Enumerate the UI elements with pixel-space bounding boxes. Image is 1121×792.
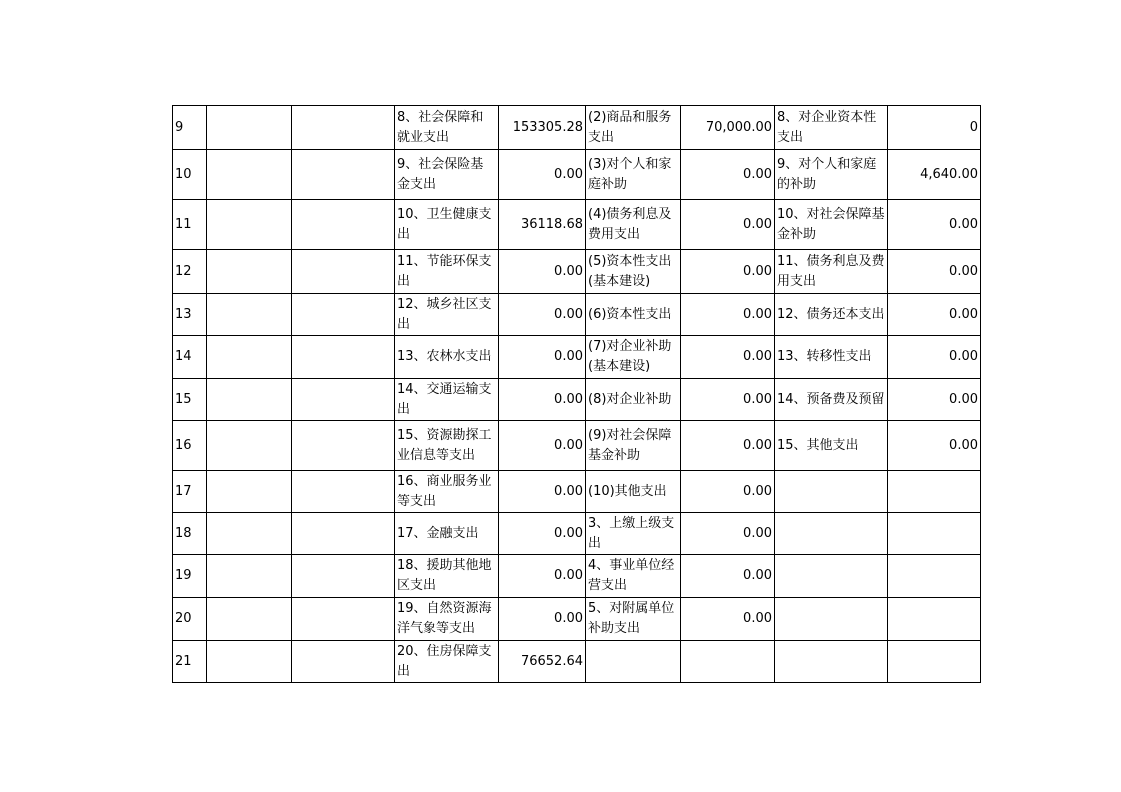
table-row: [173, 555, 981, 598]
row-number: 9: [173, 106, 207, 150]
table-row: [173, 150, 981, 200]
row-number: 18: [173, 513, 207, 555]
category-value: 36118.68: [499, 200, 586, 250]
economic-class-label: (9)对社会保障基金补助: [586, 421, 681, 471]
government-class-value: 0.00: [888, 250, 981, 294]
table-row: [173, 200, 981, 250]
government-class-label: [775, 513, 888, 555]
government-class-value: 4,640.00: [888, 150, 981, 200]
category-value: 76652.64: [499, 641, 586, 683]
category-label: 19、自然资源海洋气象等支出: [395, 598, 499, 641]
category-label: 13、农林水支出: [395, 336, 499, 379]
cell-a: [207, 150, 292, 200]
cell-b: [292, 421, 395, 471]
economic-class-label: (7)对企业补助(基本建设): [586, 336, 681, 379]
row-number: 14: [173, 336, 207, 379]
cell-a: [207, 513, 292, 555]
row-number: 21: [173, 641, 207, 683]
table-row: [173, 421, 981, 471]
government-class-value: 0.00: [888, 336, 981, 379]
table-row: [173, 294, 981, 336]
government-class-value: 0: [888, 106, 981, 150]
row-number: 16: [173, 421, 207, 471]
economic-class-value: 0.00: [681, 555, 775, 598]
cell-a: [207, 294, 292, 336]
cell-b: [292, 598, 395, 641]
category-label: 18、援助其他地区支出: [395, 555, 499, 598]
economic-class-value: 0.00: [681, 379, 775, 421]
row-number: 10: [173, 150, 207, 200]
category-value: 0.00: [499, 379, 586, 421]
cell-b: [292, 250, 395, 294]
government-class-label: 10、对社会保障基金补助: [775, 200, 888, 250]
row-number: 12: [173, 250, 207, 294]
cell-a: [207, 641, 292, 683]
row-number: 13: [173, 294, 207, 336]
cell-a: [207, 421, 292, 471]
budget-table: [172, 105, 981, 683]
table-row: [173, 513, 981, 555]
government-class-value: [888, 641, 981, 683]
category-value: 0.00: [499, 336, 586, 379]
economic-class-value: 0.00: [681, 250, 775, 294]
economic-class-label: 3、上缴上级支出: [586, 513, 681, 555]
economic-class-value: 0.00: [681, 513, 775, 555]
category-value: 0.00: [499, 555, 586, 598]
government-class-value: [888, 471, 981, 513]
economic-class-value: 0.00: [681, 294, 775, 336]
row-number: 17: [173, 471, 207, 513]
economic-class-label: (3)对个人和家庭补助: [586, 150, 681, 200]
economic-class-label: (10)其他支出: [586, 471, 681, 513]
government-class-value: 0.00: [888, 200, 981, 250]
economic-class-label: (2)商品和服务支出: [586, 106, 681, 150]
cell-b: [292, 471, 395, 513]
government-class-label: 14、预备费及预留: [775, 379, 888, 421]
category-label: 14、交通运输支出: [395, 379, 499, 421]
category-label: 20、住房保障支出: [395, 641, 499, 683]
table-row: [173, 641, 981, 683]
government-class-label: [775, 598, 888, 641]
government-class-label: 13、转移性支出: [775, 336, 888, 379]
table-row: [173, 598, 981, 641]
category-label: 12、城乡社区支出: [395, 294, 499, 336]
government-class-value: 0.00: [888, 379, 981, 421]
cell-a: [207, 250, 292, 294]
category-label: 16、商业服务业等支出: [395, 471, 499, 513]
category-value: 0.00: [499, 513, 586, 555]
category-label: 10、卫生健康支出: [395, 200, 499, 250]
cell-b: [292, 641, 395, 683]
economic-class-value: 0.00: [681, 471, 775, 513]
category-value: 0.00: [499, 150, 586, 200]
economic-class-label: (6)资本性支出: [586, 294, 681, 336]
cell-a: [207, 598, 292, 641]
cell-b: [292, 555, 395, 598]
government-class-value: [888, 555, 981, 598]
category-label: 11、节能环保支出: [395, 250, 499, 294]
category-value: 153305.28: [499, 106, 586, 150]
government-class-value: [888, 598, 981, 641]
category-value: 0.00: [499, 598, 586, 641]
cell-a: [207, 106, 292, 150]
cell-a: [207, 471, 292, 513]
cell-b: [292, 294, 395, 336]
government-class-label: 11、债务利息及费用支出: [775, 250, 888, 294]
economic-class-value: 0.00: [681, 336, 775, 379]
government-class-label: 8、对企业资本性支出: [775, 106, 888, 150]
government-class-label: [775, 471, 888, 513]
economic-class-value: [681, 641, 775, 683]
category-label: 9、社会保险基金支出: [395, 150, 499, 200]
category-label: 8、社会保障和就业支出: [395, 106, 499, 150]
row-number: 11: [173, 200, 207, 250]
cell-b: [292, 200, 395, 250]
category-label: 17、金融支出: [395, 513, 499, 555]
economic-class-label: [586, 641, 681, 683]
category-value: 0.00: [499, 421, 586, 471]
economic-class-label: (5)资本性支出(基本建设): [586, 250, 681, 294]
economic-class-value: 0.00: [681, 200, 775, 250]
category-value: 0.00: [499, 294, 586, 336]
table-row: [173, 250, 981, 294]
economic-class-value: 0.00: [681, 150, 775, 200]
economic-class-label: 5、对附属单位补助支出: [586, 598, 681, 641]
category-value: 0.00: [499, 471, 586, 513]
cell-a: [207, 336, 292, 379]
government-class-value: 0.00: [888, 294, 981, 336]
economic-class-value: 0.00: [681, 598, 775, 641]
category-value: 0.00: [499, 250, 586, 294]
cell-b: [292, 513, 395, 555]
cell-a: [207, 200, 292, 250]
row-number: 19: [173, 555, 207, 598]
row-number: 15: [173, 379, 207, 421]
cell-b: [292, 379, 395, 421]
cell-b: [292, 336, 395, 379]
table-row: [173, 336, 981, 379]
category-label: 15、资源勘探工业信息等支出: [395, 421, 499, 471]
cell-b: [292, 150, 395, 200]
government-class-label: 12、债务还本支出: [775, 294, 888, 336]
table-row: [173, 471, 981, 513]
economic-class-value: 70,000.00: [681, 106, 775, 150]
economic-class-value: 0.00: [681, 421, 775, 471]
cell-a: [207, 379, 292, 421]
economic-class-label: (8)对企业补助: [586, 379, 681, 421]
government-class-value: 0.00: [888, 421, 981, 471]
government-class-value: [888, 513, 981, 555]
cell-b: [292, 106, 395, 150]
cell-a: [207, 555, 292, 598]
government-class-label: 15、其他支出: [775, 421, 888, 471]
table-body: [173, 106, 981, 683]
government-class-label: [775, 641, 888, 683]
economic-class-label: 4、事业单位经营支出: [586, 555, 681, 598]
table-row: [173, 379, 981, 421]
government-class-label: [775, 555, 888, 598]
economic-class-label: (4)债务利息及费用支出: [586, 200, 681, 250]
government-class-label: 9、对个人和家庭的补助: [775, 150, 888, 200]
row-number: 20: [173, 598, 207, 641]
table-row: [173, 106, 981, 150]
